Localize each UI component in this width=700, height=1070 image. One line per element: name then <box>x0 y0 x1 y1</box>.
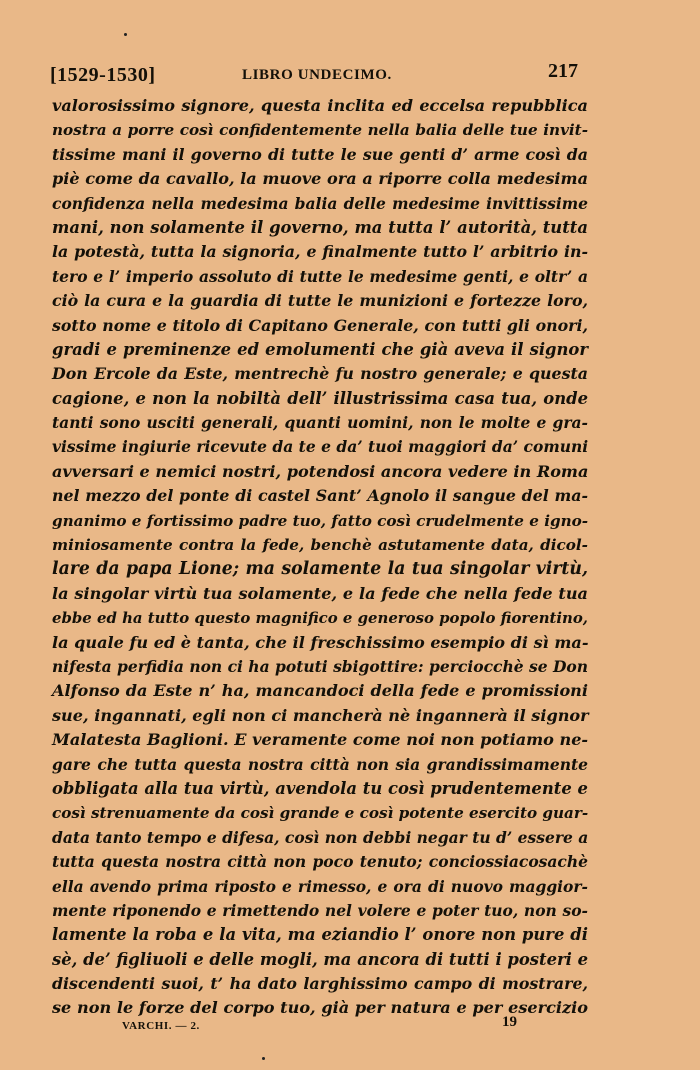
page-footer <box>122 1012 522 1036</box>
text-line: così strenuamente da così grande e così potente esercito guar- <box>52 804 589 823</box>
text-line: la potestà, tutta la signoria, e finalmente tutto l’ arbitrio in- <box>52 242 588 262</box>
text-line: se non le forze del corpo tuo, già per natura e per esercizio <box>52 998 588 1018</box>
text-line: sè, de’ figliuoli e delle mogli, ma ancora di tutti i posteri e <box>52 949 589 969</box>
page-number: 217 <box>548 60 578 82</box>
text-line: nifesta perfidia non ci ha potuti sbigottire: perciocchè se Don <box>52 656 589 676</box>
text-line: la singolar virtù tua solamente, e la fede che nella fede tua <box>52 583 588 603</box>
text-line: valorosissimo signore, questa inclita ed eccelsa repubblica <box>52 96 588 115</box>
text-line: Don Ercole da Este, mentrechè fu nostro generale; e questa <box>52 364 588 384</box>
text-line: gradi e preminenze ed emolumenti che già aveva il signor <box>52 339 588 359</box>
text-line: ella avendo prima riposto e rimesso, e ora di nuovo maggior- <box>52 876 588 896</box>
text-line: mente riponendo e rimettendo nel volere e poter tuo, non so- <box>52 900 588 920</box>
text-line: mani, non solamente il governo, ma tutta l’ autorità, tutta <box>52 217 588 237</box>
text-line: la quale fu ed è tanta, che il freschissimo esempio di sì ma- <box>52 632 589 652</box>
quire-number: 19 <box>502 1014 517 1030</box>
body-text <box>52 94 588 1021</box>
text-line: lamente la roba e la vita, ma eziandio l’ onore non pure di <box>52 925 588 945</box>
ink-speck <box>262 1057 265 1060</box>
text-line: ciò la cura e la guardia di tutte le munizioni e fortezze loro, <box>52 291 588 311</box>
text-line: Alfonso da Este n’ ha, mancandoci della fede e promissioni <box>52 681 588 701</box>
header-title: LIBRO UNDECIMO. <box>242 67 392 83</box>
text-line: data tanto tempo e difesa, così non debbi negar tu d’ essere a <box>52 827 589 847</box>
text-line: tutta questa nostra città non poco tenuto; conciossiacosachè <box>52 852 588 872</box>
text-line: tero e l’ imperio assoluto di tutte le medesime genti, e oltr’ a <box>52 266 588 286</box>
signature-mark: VARCHI. — 2. <box>122 1020 200 1032</box>
text-line: piè come da cavallo, la muove ora a riporre colla medesima <box>52 169 588 189</box>
text-line: nel mezzo del ponte di castel Sant’ Agnolo il sangue del ma- <box>52 486 588 506</box>
text-line: vissime ingiurie ricevute da te e da’ tuoi maggiori da’ comuni <box>52 437 589 457</box>
text-line: obbligata alla tua virtù, avendola tu così prudentemente e <box>52 778 588 798</box>
text-line: miniosamente contra la fede, benchè astutamente data, dicol- <box>52 536 588 555</box>
text-line: ebbe ed ha tutto questo magnifico e generoso popolo fiorentino, <box>52 609 588 628</box>
text-line: tissime mani il governo di tutte le sue genti d’ arme così da <box>52 144 588 164</box>
text-line: sotto nome e titolo di Capitano Generale, con tutti gli onori, <box>52 315 588 335</box>
ink-speck <box>124 33 127 36</box>
text-line: nostra a porre così confidentemente nella balia delle tue invit- <box>52 121 588 140</box>
text-line: discendenti suoi, t’ ha dato larghissimo campo di mostrare, <box>52 974 588 994</box>
text-line: confidenza nella medesima balia delle medesime invittissime <box>52 193 588 213</box>
text-line: gnanimo e fortissimo padre tuo, fatto così crudelmente e igno- <box>52 511 589 530</box>
text-line: cagione, e non la nobiltà dell’ illustrissima casa tua, onde <box>52 388 588 408</box>
text-line: lare da papa Lione; ma solamente la tua singolar virtù, <box>52 559 588 580</box>
header-years: [1529-1530] <box>50 64 156 86</box>
running-header <box>50 60 578 90</box>
text-line: avversari e nemici nostri, potendosi ancora vedere in Roma <box>52 461 589 481</box>
text-line: tanti sono usciti generali, quanti uomini, non le molte e gra- <box>52 413 588 433</box>
text-line: Malatesta Baglioni. E veramente come noi non potiamo ne- <box>52 730 589 750</box>
text-line: sue, ingannati, egli non ci mancherà nè ingannerà il signor <box>52 705 589 725</box>
text-line: gare che tutta questa nostra città non sia grandissimamente <box>52 754 588 774</box>
